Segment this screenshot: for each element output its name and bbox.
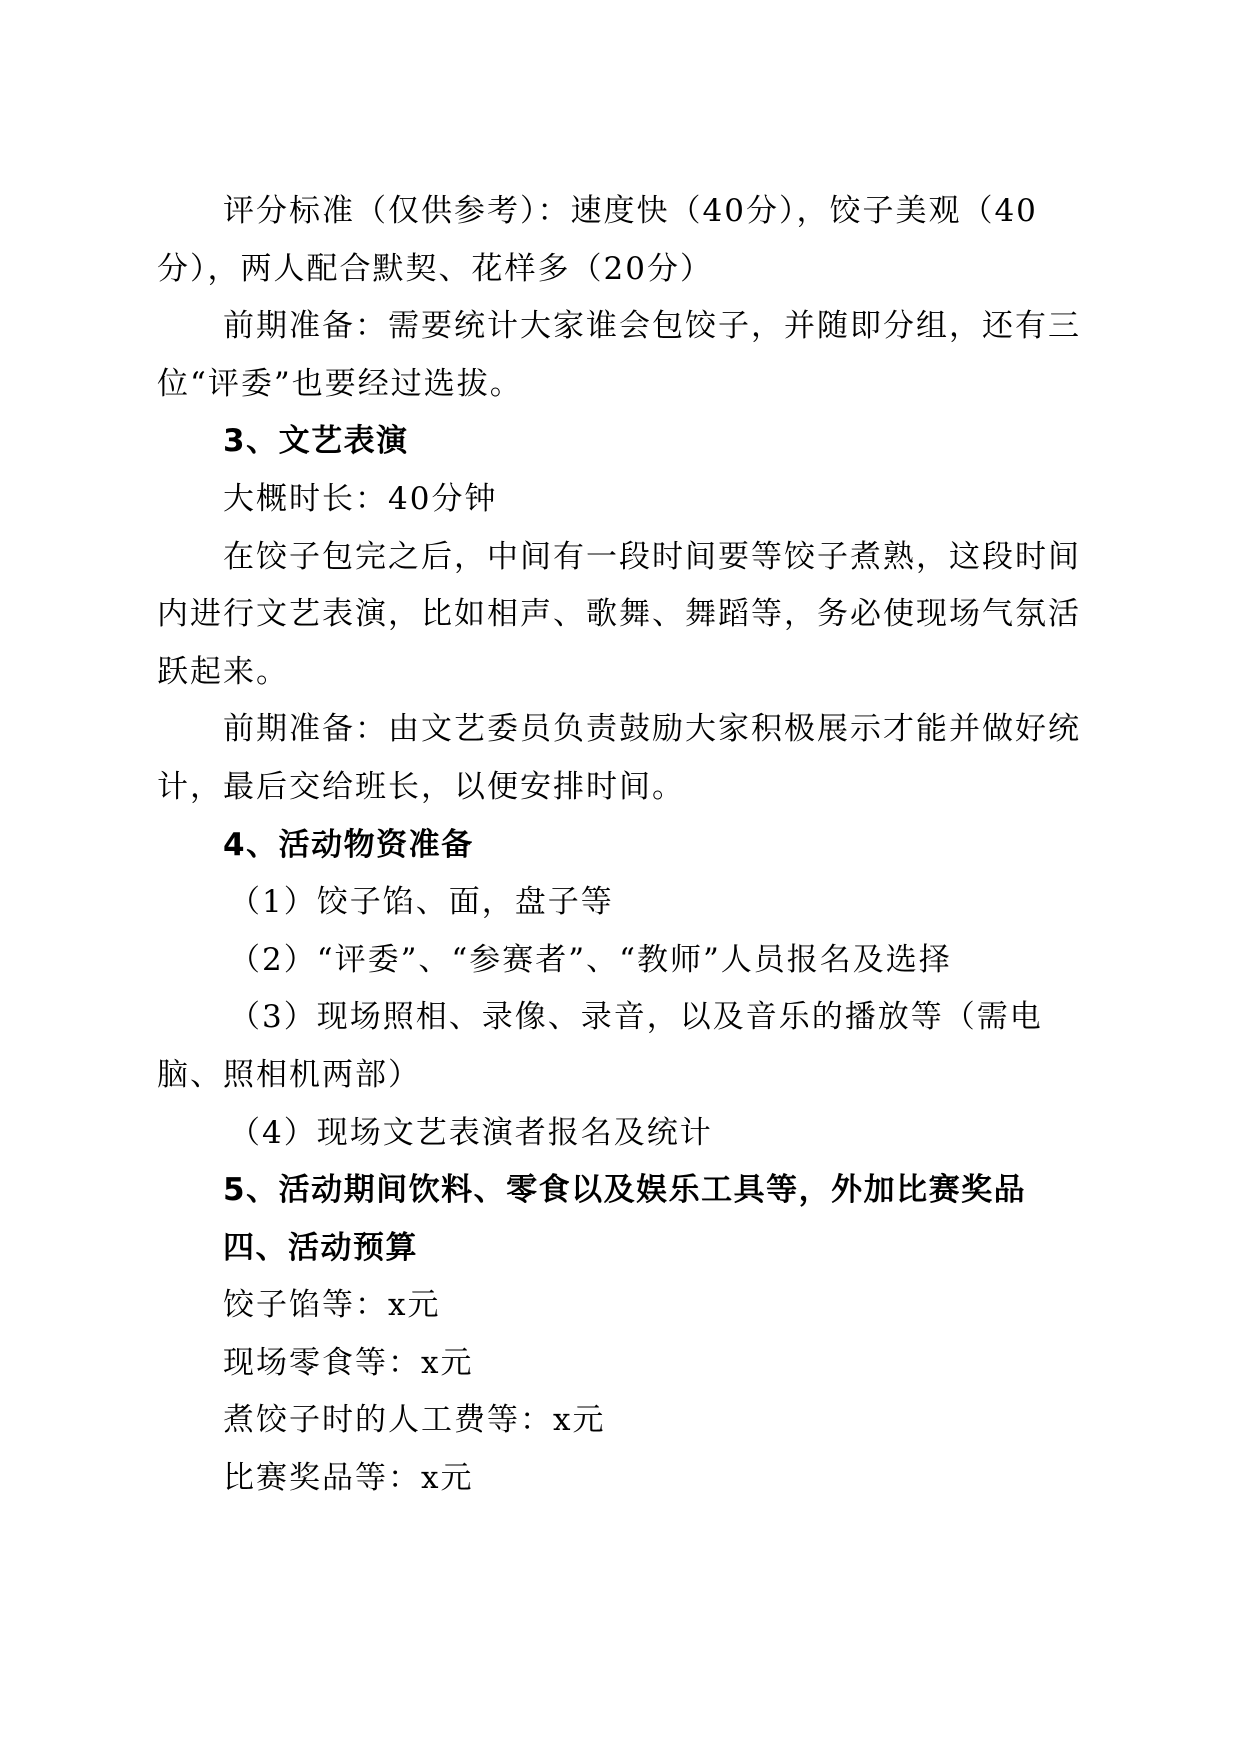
materials-list-item: （4）现场文艺表演者报名及统计 <box>229 1114 713 1151</box>
materials-list-item: （1）饺子馅、面，盘子等 <box>229 884 614 921</box>
performance-preparation-paragraph: 前期准备：由文艺委员负责鼓励大家积极展示才能并做好统计，最后交给班长，以便安排时间。 <box>157 711 1081 805</box>
performance-description-paragraph: 在饺子包完之后，中间有一段时间要等饺子煮熟，这段时间内进行文艺表演，比如相声、歌舞、舞蹈等，务必使现场气氛活跃起来。 <box>157 538 1081 690</box>
budget-line: 煮饺子时的人工费等：x元 <box>223 1402 606 1439</box>
budget-line: 饺子馅等：x元 <box>223 1287 441 1324</box>
budget-line: 现场零食等：x元 <box>223 1344 474 1381</box>
section-heading-performance: 3、文艺表演 <box>223 423 409 460</box>
duration-paragraph: 大概时长：40分钟 <box>223 480 498 517</box>
section-heading-supplies: 5、活动期间饮料、零食以及娱乐工具等，外加比赛奖品 <box>223 1172 1027 1209</box>
section-heading-materials: 4、活动物资准备 <box>223 826 474 863</box>
preparation-paragraph: 前期准备：需要统计大家谁会包饺子，并随即分组，还有三位“评委”也要经过选拔。 <box>157 308 1081 402</box>
scoring-criteria-paragraph: 评分标准（仅供参考）：速度快（40分），饺子美观（40分），两人配合默契、花样多（20分） <box>157 193 1038 287</box>
section-heading-budget: 四、活动预算 <box>223 1229 418 1266</box>
materials-list-item: （2）“评委”、“参赛者”、“教师”人员报名及选择 <box>229 941 952 978</box>
document-body <box>157 183 1097 1508</box>
budget-line: 比赛奖品等：x元 <box>223 1460 474 1497</box>
materials-list-item: （3）现场照相、录像、录音，以及音乐的播放等（需电脑、照相机两部） <box>157 999 1043 1093</box>
